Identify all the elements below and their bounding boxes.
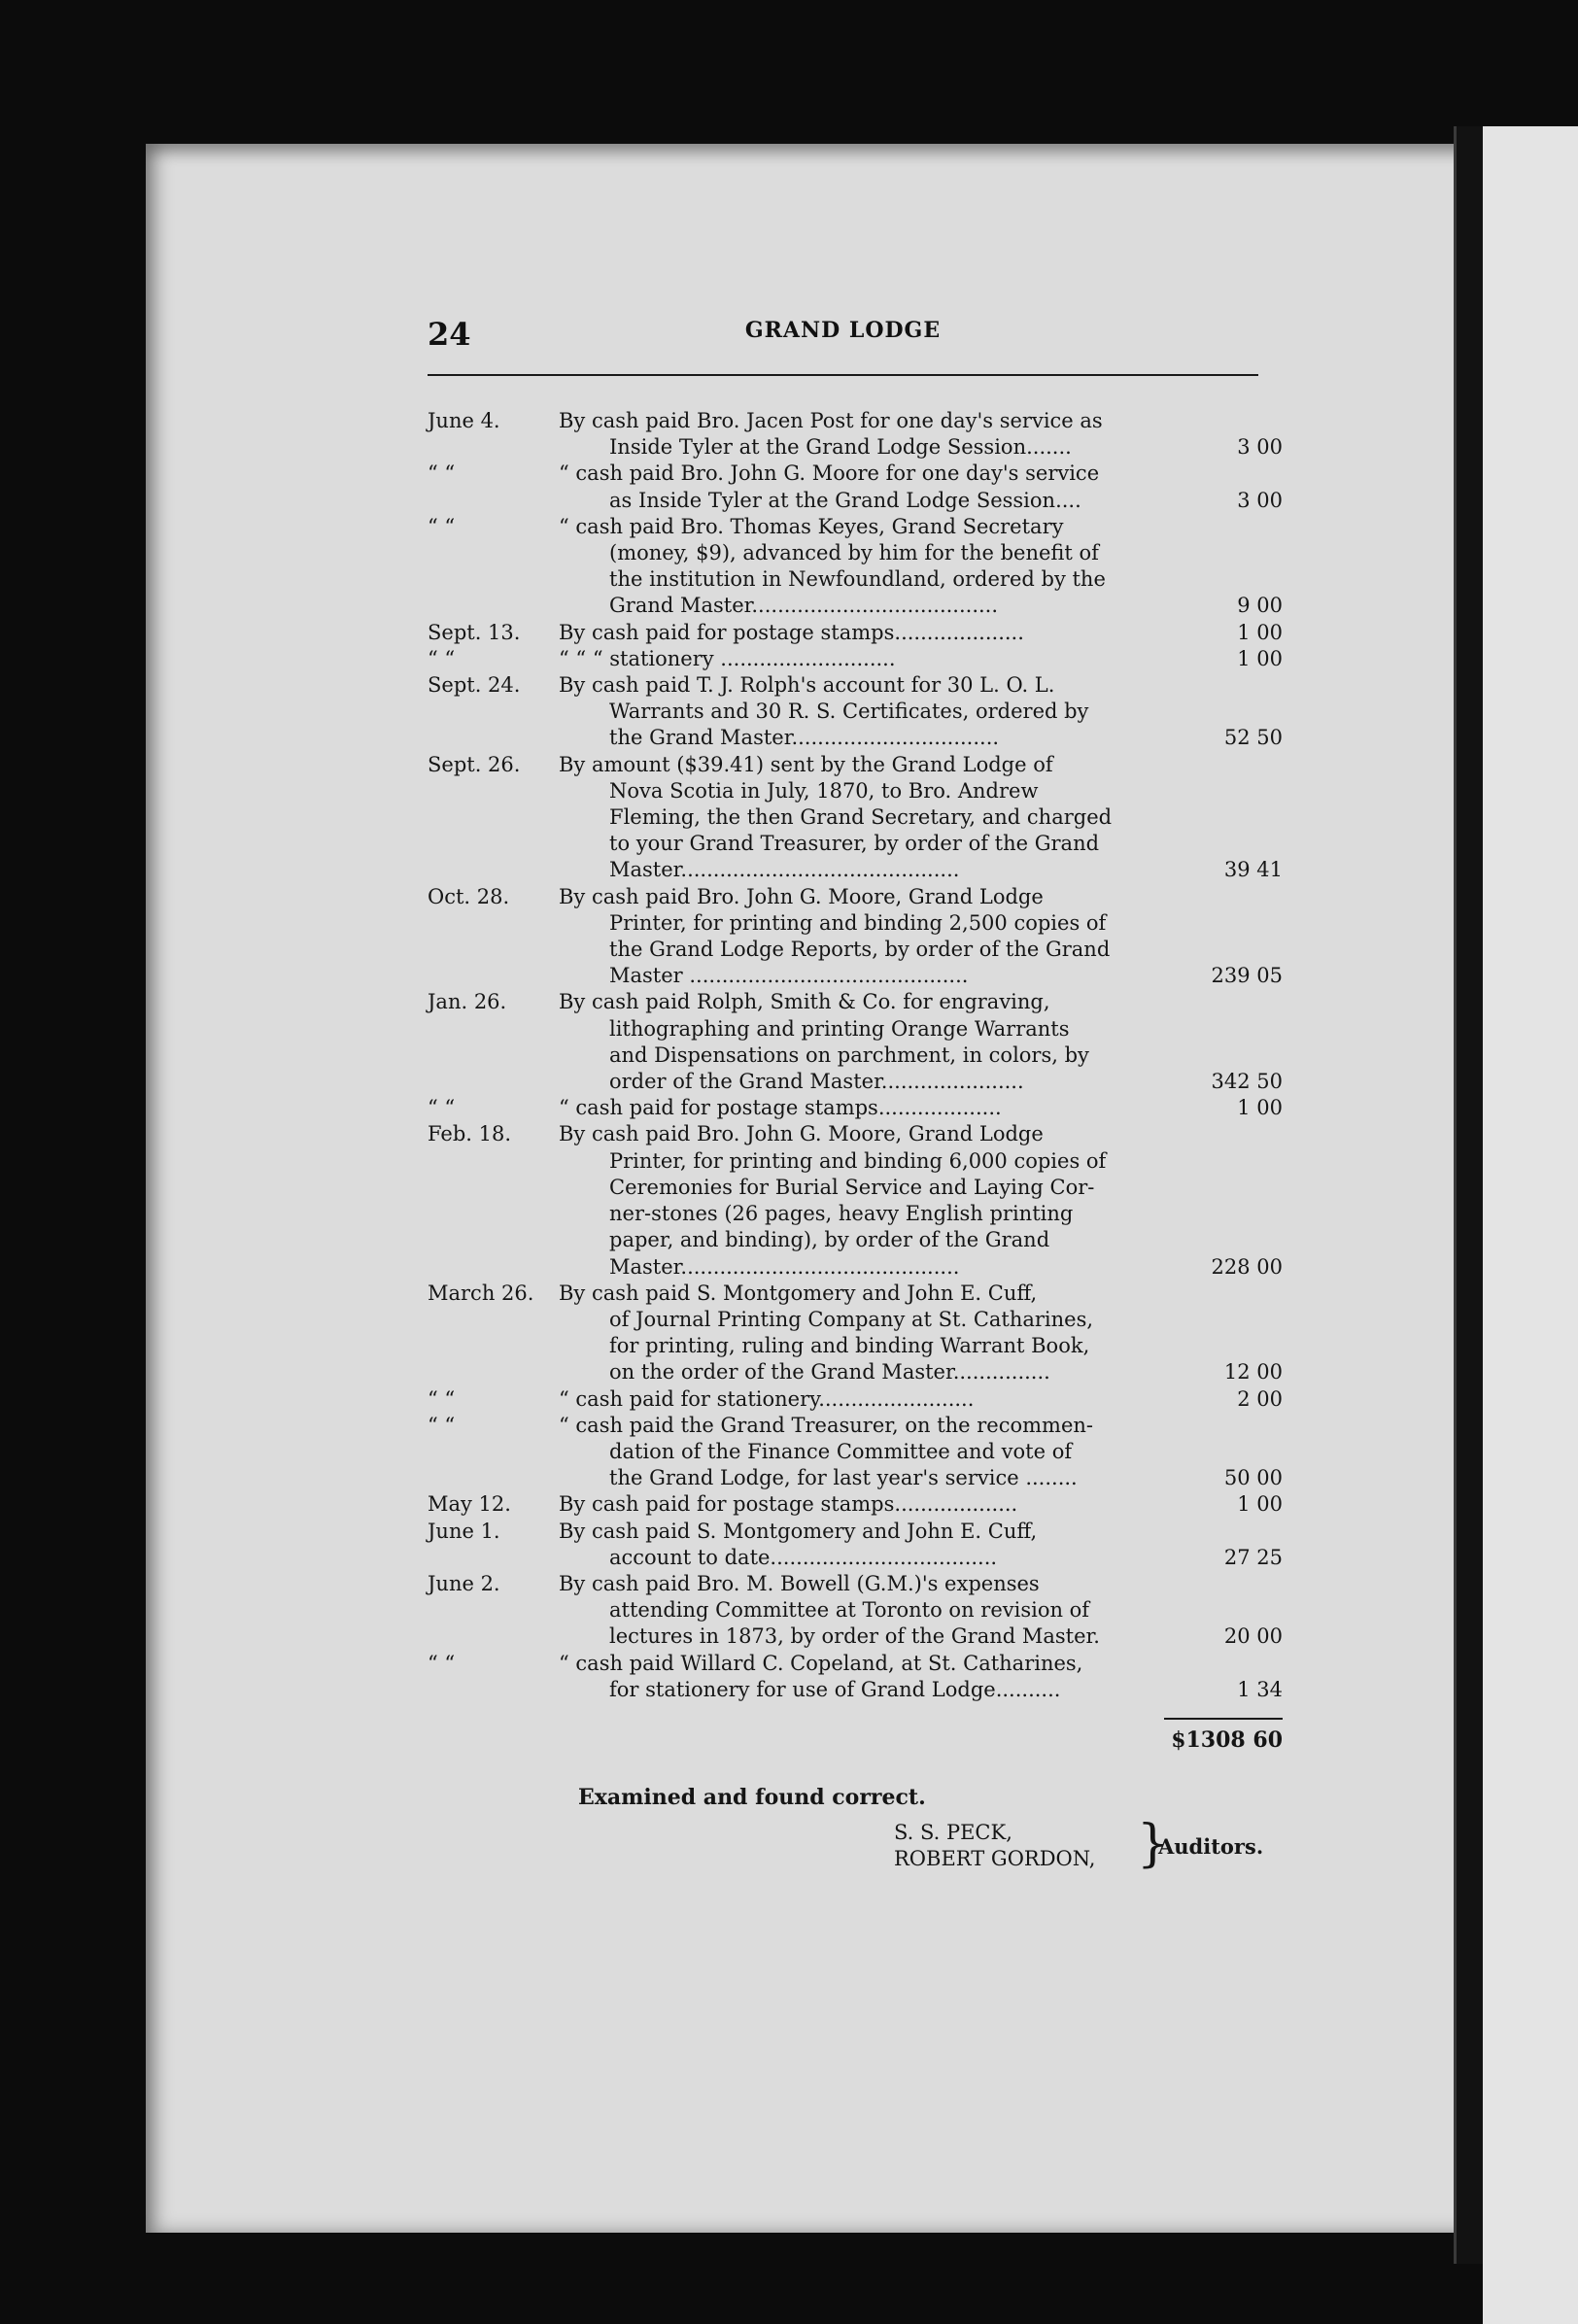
description-line: By cash paid Rolph, Smith & Co. for engraving, (559, 990, 1050, 1014)
description-line: for stationery for use of Grand Lodge.......... (609, 1677, 1061, 1701)
ledger-entry (428, 752, 1283, 884)
description-line: Inside Tyler at the Grand Lodge Session....... (609, 435, 1072, 460)
description-line: By cash paid S. Montgomery and John E. Cuff, (559, 1519, 1038, 1543)
description-line: “ cash paid for postage stamps................... (559, 1096, 1002, 1120)
entry-date: March 26. (428, 1281, 534, 1305)
entry-date: May 12. (428, 1492, 511, 1517)
description-line: the Grand Lodge Reports, by order of the Grand (609, 938, 1111, 962)
entry-description (559, 1095, 1161, 1121)
entry-amount: 1 34 (1237, 1677, 1283, 1701)
description-line: By cash paid S. Montgomery and John E. Cuff, (559, 1281, 1038, 1305)
description-line: Grand Master...................................... (609, 594, 999, 618)
ledger-entry (428, 989, 1283, 1095)
entry-date: Sept. 26. (428, 752, 521, 776)
description-line: Printer, for printing and binding 6,000 copies of (609, 1148, 1107, 1173)
page-header (428, 316, 1258, 376)
description-line: account to date................................... (609, 1545, 998, 1569)
description-line: Master........................................... (609, 858, 960, 882)
entry-date: “ “ (428, 1096, 456, 1120)
description-line: as Inside Tyler at the Grand Lodge Session.... (609, 488, 1081, 512)
description-line: lectures in 1873, by order of the Grand Master. (609, 1624, 1100, 1649)
entry-amount: 2 00 (1237, 1386, 1283, 1411)
description-line: dation of the Finance Committee and vote of (609, 1439, 1073, 1463)
entry-description (559, 646, 1161, 672)
description-line: Fleming, the then Grand Secretary, and charged (609, 805, 1113, 830)
description-line: By cash paid for postage stamps.................... (559, 620, 1024, 644)
description-line: “ cash paid Bro. Thomas Keyes, Grand Secretary (559, 514, 1064, 538)
entry-date: “ “ (428, 514, 456, 538)
binding-gutter (1454, 126, 1486, 2264)
entry-date: “ “ (428, 1413, 456, 1437)
description-line: “ “ “ stationery ........................... (559, 646, 896, 670)
description-line: By cash paid T. J. Rolph's account for 30 L. O. L. (559, 673, 1055, 698)
description-line: of Journal Printing Company at St. Catharines, (609, 1307, 1094, 1331)
examined-statement: Examined and found correct. (578, 1785, 926, 1810)
description-line: the Grand Master................................ (609, 726, 1000, 750)
entry-description (559, 1121, 1161, 1280)
entry-description (559, 1386, 1161, 1413)
ledger-entry (428, 1121, 1283, 1280)
entry-description (559, 752, 1161, 884)
ledger-entry (428, 408, 1283, 461)
description-line: By cash paid for postage stamps................... (559, 1492, 1018, 1517)
ledger-total: $1308 60 (1164, 1718, 1283, 1753)
entry-amount: 20 00 (1223, 1624, 1283, 1649)
entry-amount: 228 00 (1211, 1254, 1283, 1279)
description-line: Warrants and 30 R. S. Certificates, ordered by (609, 700, 1089, 724)
ledger-entry (428, 620, 1283, 646)
entry-description (559, 1281, 1161, 1386)
entry-amount: 1 00 (1237, 1492, 1283, 1517)
description-line: Printer, for printing and binding 2,500 copies of (609, 910, 1107, 935)
description-line: By cash paid Bro. Jacen Post for one day's service as (559, 409, 1103, 432)
ledger-entry (428, 672, 1283, 752)
description-line: By cash paid Bro. John G. Moore, Grand Lodge (559, 884, 1044, 908)
ledger-entry (428, 884, 1283, 990)
entry-amount: 12 00 (1223, 1360, 1283, 1384)
description-line: on the order of the Grand Master............... (609, 1360, 1050, 1384)
entry-date: Feb. 18. (428, 1122, 512, 1146)
entry-date: Sept. 24. (428, 673, 521, 698)
description-line: By cash paid Bro. John G. Moore, Grand Lodge (559, 1122, 1044, 1146)
description-line: “ cash paid for stationery........................ (559, 1386, 975, 1411)
auditor-names (894, 1820, 1095, 1872)
entry-description (559, 408, 1161, 461)
ledger-entry (428, 1095, 1283, 1121)
ledger-entry (428, 1491, 1283, 1518)
entry-amount: 9 00 (1237, 594, 1283, 618)
entry-date: Sept. 13. (428, 620, 521, 644)
description-line: to your Grand Treasurer, by order of the Grand (609, 832, 1100, 856)
auditor-name: ROBERT GORDON, (894, 1847, 1096, 1870)
ledger-entry (428, 514, 1283, 620)
entry-description (559, 1651, 1161, 1703)
ledger-entries (428, 408, 1283, 1703)
entry-amount: 1 00 (1237, 1096, 1283, 1120)
entry-description (559, 1571, 1161, 1651)
entry-amount: 50 00 (1223, 1466, 1283, 1490)
description-line: By amount ($39.41) sent by the Grand Lodge of (559, 752, 1053, 776)
ledger-entry (428, 1386, 1283, 1413)
ledger-entry (428, 1651, 1283, 1703)
description-line: order of the Grand Master...................... (609, 1070, 1024, 1094)
entry-amount: 1 00 (1237, 646, 1283, 670)
page-number: 24 (428, 316, 471, 353)
description-line: Ceremonies for Burial Service and Laying Cor- (609, 1175, 1095, 1199)
entry-amount: 27 25 (1223, 1545, 1283, 1569)
description-line: (money, $9), advanced by him for the benefit of (609, 541, 1099, 565)
entry-date: June 2. (428, 1571, 500, 1595)
entry-date: June 4. (428, 409, 500, 432)
description-line: and Dispensations on parchment, in colors, by (609, 1042, 1089, 1067)
auditor-name: S. S. PECK, (894, 1821, 1012, 1844)
entry-date: “ “ (428, 1386, 456, 1411)
entry-description (559, 461, 1161, 513)
ledger-entry (428, 1413, 1283, 1492)
auditors-label: Auditors. (1158, 1834, 1264, 1859)
entry-description (559, 1519, 1161, 1571)
entry-date: “ “ (428, 1651, 456, 1675)
entry-date: Jan. 26. (428, 990, 507, 1014)
description-line: “ cash paid Bro. John G. Moore for one day's service (559, 461, 1100, 486)
description-line: Master ........................................... (609, 964, 969, 988)
entry-description (559, 672, 1161, 752)
ledger-entry (428, 1519, 1283, 1571)
description-line: lithographing and printing Orange Warrants (609, 1016, 1070, 1041)
description-line: By cash paid Bro. M. Bowell (G.M.)'s expenses (559, 1571, 1040, 1595)
entry-date: June 1. (428, 1519, 500, 1543)
entry-amount: 239 05 (1211, 964, 1283, 988)
description-line: “ cash paid the Grand Treasurer, on the recommen- (559, 1413, 1094, 1437)
description-line: Master........................................... (609, 1254, 960, 1279)
auditor-brace: } (1137, 1815, 1170, 1873)
ledger-entry (428, 1571, 1283, 1651)
entry-amount: 52 50 (1223, 726, 1283, 750)
entry-date: “ “ (428, 646, 456, 670)
entry-amount: 3 00 (1237, 488, 1283, 512)
entry-date: “ “ (428, 461, 456, 486)
entry-amount: 342 50 (1211, 1070, 1283, 1094)
description-line: attending Committee at Toronto on revision of (609, 1598, 1090, 1623)
entry-description (559, 1491, 1161, 1518)
ledger-entry (428, 646, 1283, 672)
description-line: for printing, ruling and binding Warrant Book, (609, 1334, 1090, 1358)
entry-amount: 1 00 (1237, 620, 1283, 644)
entry-date: Oct. 28. (428, 884, 510, 908)
description-line: the institution in Newfoundland, ordered by the (609, 567, 1106, 592)
entry-description (559, 1413, 1161, 1492)
entry-description (559, 514, 1161, 620)
ledger-entry (428, 1281, 1283, 1386)
description-line: paper, and binding), by order of the Grand (609, 1228, 1050, 1252)
entry-description (559, 884, 1161, 990)
description-line: ner-stones (26 pages, heavy English printing (609, 1202, 1074, 1226)
entry-description (559, 989, 1161, 1095)
ledger-entry (428, 461, 1283, 513)
description-line: the Grand Lodge, for last year's service ........ (609, 1466, 1078, 1490)
entry-amount: 39 41 (1223, 858, 1283, 882)
entry-description (559, 620, 1161, 646)
facing-page-strip (1483, 126, 1578, 2324)
running-title: GRAND LODGE (744, 318, 942, 343)
description-line: “ cash paid Willard C. Copeland, at St. Catharines, (559, 1651, 1083, 1675)
description-line: Nova Scotia in July, 1870, to Bro. Andrew (609, 778, 1039, 803)
entry-amount: 3 00 (1237, 435, 1283, 460)
